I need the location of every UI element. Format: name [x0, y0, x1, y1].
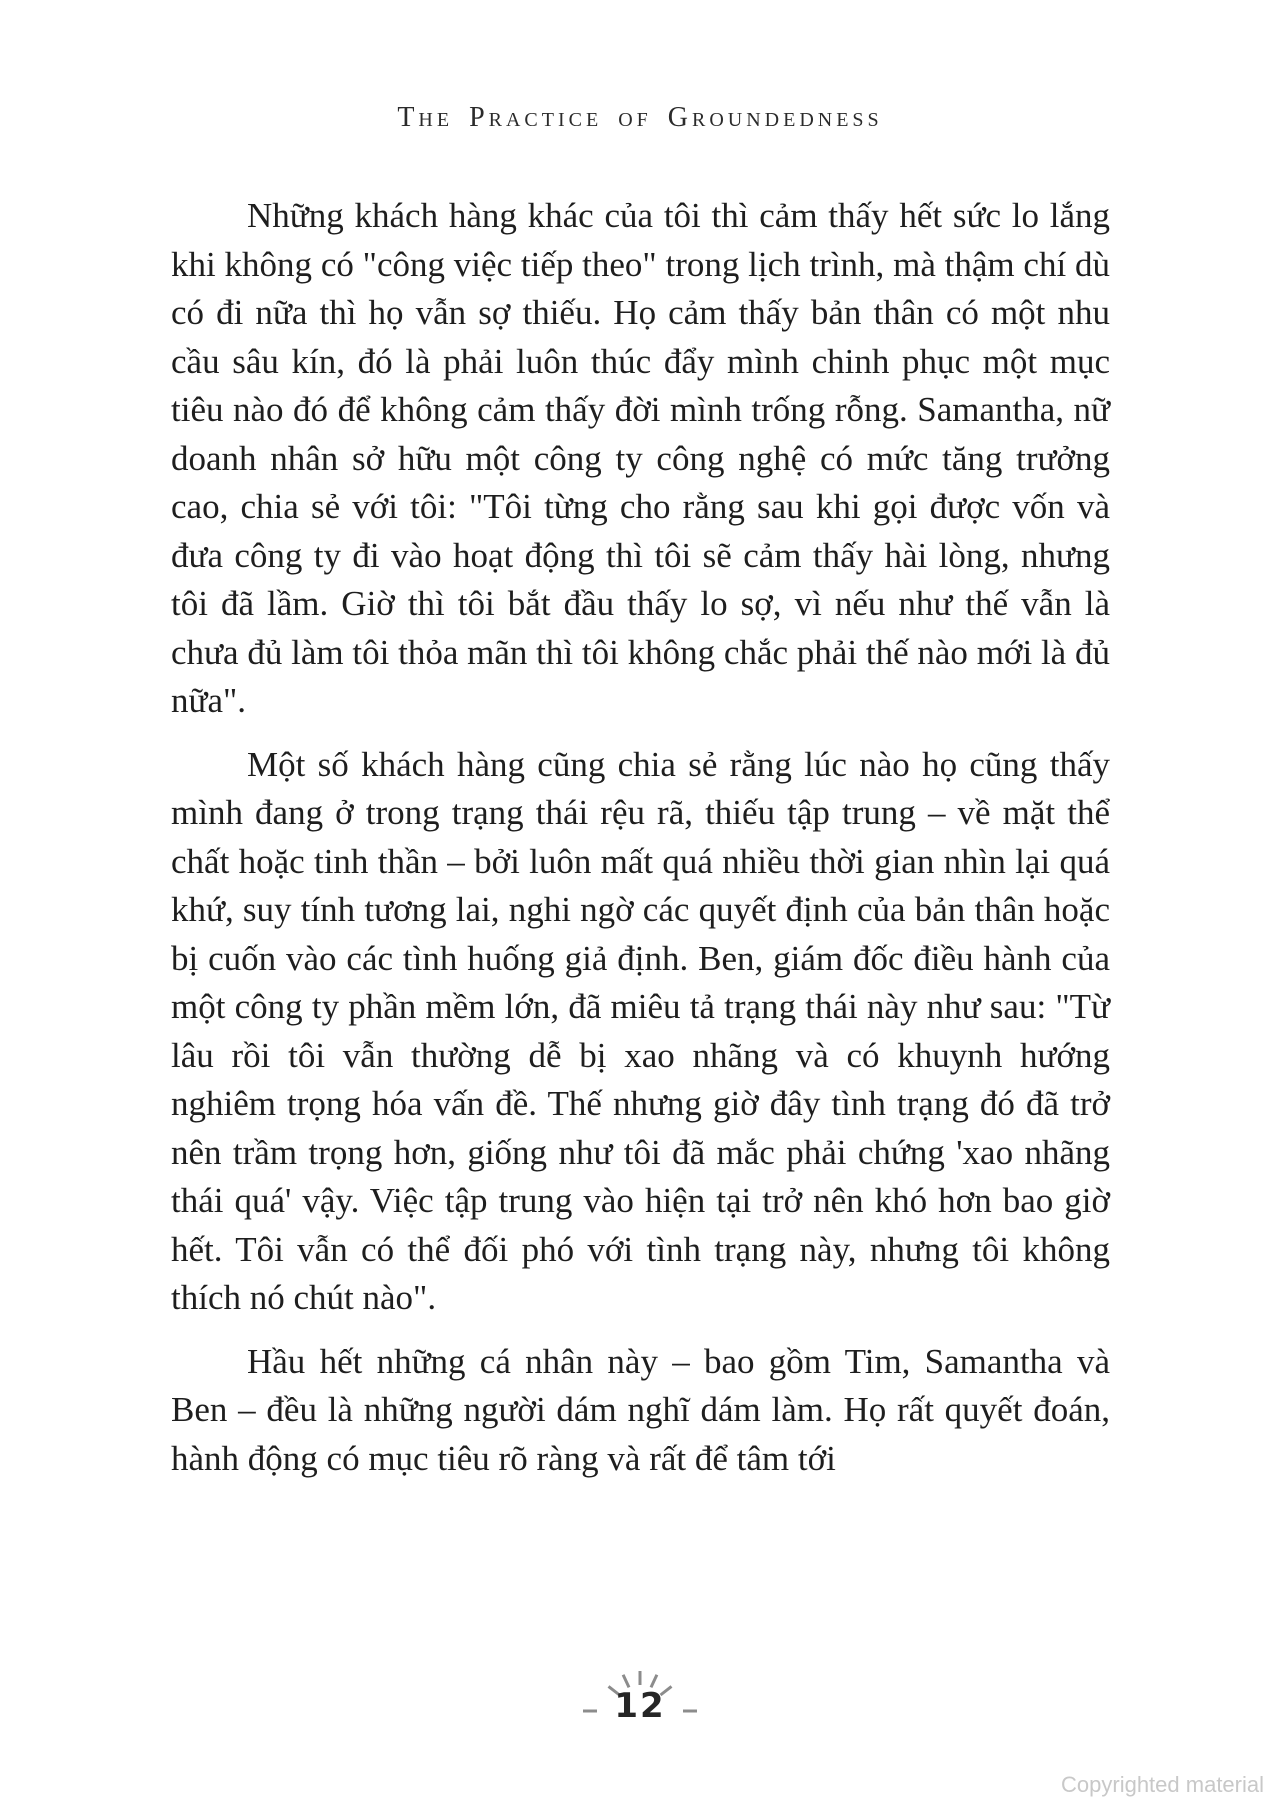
copyright-notice: Copyrighted material: [1061, 1772, 1264, 1797]
running-header: The Practice of Groundedness: [397, 102, 883, 133]
page-number: 12: [614, 1686, 666, 1726]
body-paragraph: Hầu hết những cá nhân này – bao gồm Tim, Samantha và Ben – đều là những người dám nghĩ dám làm. Họ rất quyết đoán, hành động có mục tiêu rõ ràng và rất để tâm tới: [171, 1341, 1110, 1478]
body-text-block: [171, 192, 1110, 1498]
body-paragraph: Những khách hàng khác của tôi thì cảm thấy hết sức lo lắng khi không có "công việc tiếp theo" trong lịch trình, mà thậm chí dù có đi nữa thì họ vẫn sợ thiếu. Họ cảm thấy bản thân có một nhu cầu sâu kín, đó là phải luôn thúc đẩy mình chinh phục một mục tiêu nào đó để không cảm thấy đời mình trống rỗng. Samantha, nữ doanh nhân sở hữu một công ty công nghệ có mức tăng trưởng cao, chia sẻ với tôi: "Tôi từng cho rằng sau khi gọi được vốn và đưa công ty đi vào hoạt động thì tôi sẽ cảm thấy hài lòng, nhưng tôi đã lầm. Giờ thì tôi bắt đầu thấy lo sợ, vì nếu như thế vẫn là chưa đủ làm tôi thỏa mãn thì tôi không chắc phải thế nào mới là đủ nữa".: [171, 196, 1110, 720]
body-paragraph: Một số khách hàng cũng chia sẻ rằng lúc nào họ cũng thấy mình đang ở trong trạng thái rệu rã, thiếu tập trung – về mặt thể chất hoặc tinh thần – bởi luôn mất quá nhiều thời gian nhìn lại quá khứ, suy tính tương lai, nghi ngờ các quyết định của bản thân hoặc bị cuốn vào các tình huống giả định. Ben, giám đốc điều hành của một công ty phần mềm lớn, đã miêu tả trạng thái này như sau: "Từ lâu rồi tôi vẫn thường dễ bị xao nhãng và có khuynh hướng nghiêm trọng hóa vấn đề. Thế nhưng giờ đây tình trạng đó đã trở nên trầm trọng hơn, giống như tôi đã mắc phải chứng 'xao nhãng thái quá' vậy. Việc tập trung vào hiện tại trở nên khó hơn bao giờ hết. Tôi vẫn có thể đối phó với tình trạng này, nhưng tôi không thích nó chút nào".: [171, 744, 1110, 1317]
page-footer: [575, 1660, 705, 1732]
